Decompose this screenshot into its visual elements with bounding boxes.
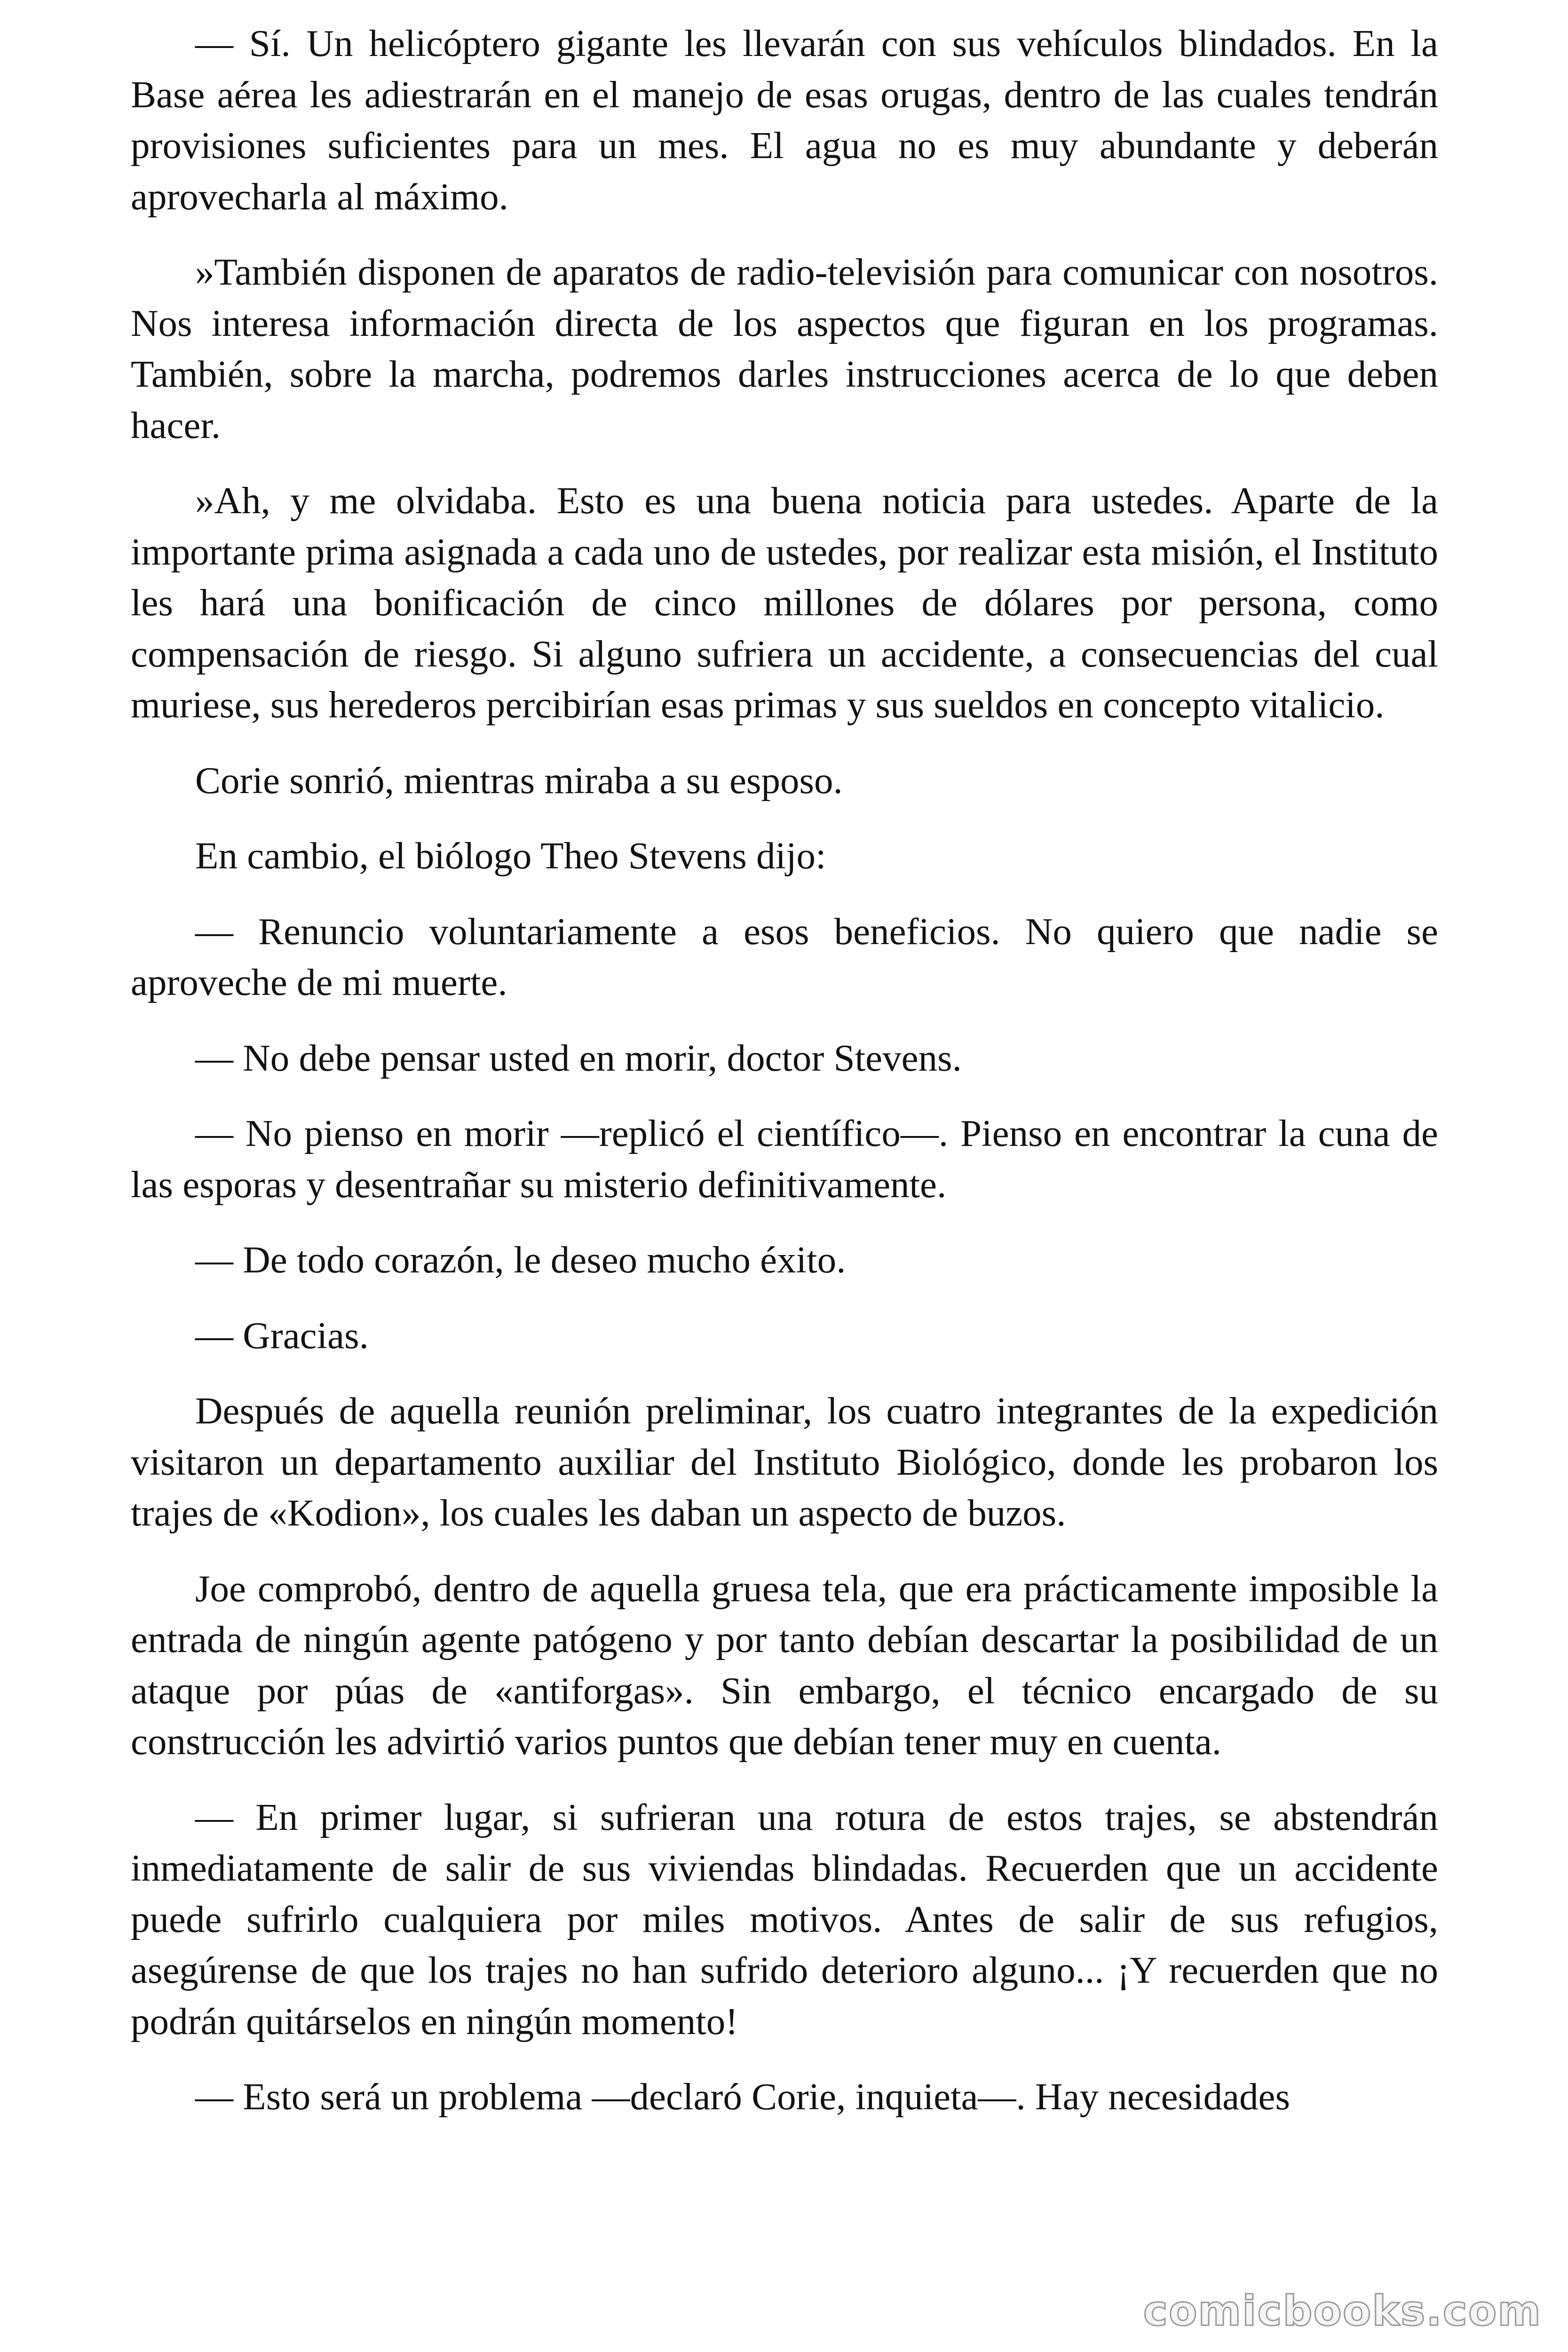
paragraph-7: — No debe pensar usted en morir, doctor Stevens. [195, 1036, 962, 1079]
paragraph-10: — Gracias. [195, 1314, 369, 1357]
paragraph-4: Corie sonrió, mientras miraba a su esposo. [195, 759, 843, 802]
watermark-logo: comicbooks.com [1143, 2287, 1542, 2335]
page-text [131, 18, 1438, 2122]
paragraph-6: — Renuncio voluntariamente a esos beneficios. No quiero que nadie se aproveche de mi muerte. [131, 910, 1438, 1003]
paragraph-9: — De todo corazón, le deseo mucho éxito. [195, 1239, 846, 1281]
paragraph-11: Después de aquella reunión preliminar, los cuatro integrantes de la expedición visitaron un departamento auxiliar del Instituto Biológico, donde les probaron los trajes de «Kodion», los cuales les daban un aspecto de buzos. [131, 1390, 1438, 1534]
paragraph-12: Joe comprobó, dentro de aquella gruesa tela, que era prácticamente imposible la entrada de ningún agente patógeno y por tanto debían descartar la posibilidad de un ataque por púas de «antiforgas». Sin embargo, el técnico encargado de su construcción les advirtió varios puntos que debían tener muy en cuenta. [131, 1567, 1438, 1763]
paragraph-3: »Ah, y me olvidaba. Esto es una buena noticia para ustedes. Aparte de la importante prima asignada a cada uno de ustedes, por realizar esta misión, el Instituto les hará una bonificación de cinco millones de dólares por persona, como compensación de riesgo. Si alguno sufriera un accidente, a consecuencias del cual muriese, sus herederos percibirían esas primas y sus sueldos en concepto vitalicio. [131, 479, 1438, 726]
paragraph-13: — En primer lugar, si sufrieran una rotura de estos trajes, se abstendrán inmediatamente de salir de sus viviendas blindadas. Recuerden que un accidente puede sufrirlo cualquiera por miles motivos. Antes de salir de sus refugios, asegúrense de que los trajes no han sufrido deterioro alguno... ¡Y recuerden que no podrán quitárselos en ningún momento! [131, 1796, 1438, 2042]
paragraph-8: — No pienso en morir —replicó el científico—. Pienso en encontrar la cuna de las esporas y desentrañar su misterio definitivamente. [131, 1112, 1438, 1206]
paragraph-2: »También disponen de aparatos de radio-televisión para comunicar con nosotros. Nos interesa información directa de los aspectos que figuran en los programas. También, sobre la marcha, podremos darles instrucciones acerca de lo que deben hacer. [131, 251, 1438, 446]
paragraph-1: — Sí. Un helicóptero gigante les llevarán con sus vehículos blindados. En la Base aérea les adiestrarán en el manejo de esas orugas, dentro de las cuales tendrán provisiones suficientes para un mes. El agua no es muy abundante y deberán aprovecharla al máximo. [131, 22, 1438, 218]
paragraph-5: En cambio, el biólogo Theo Stevens dijo: [195, 834, 826, 877]
paragraph-14: — Esto será un problema —declaró Corie, inquieta—. Hay necesidades [195, 2075, 1290, 2118]
